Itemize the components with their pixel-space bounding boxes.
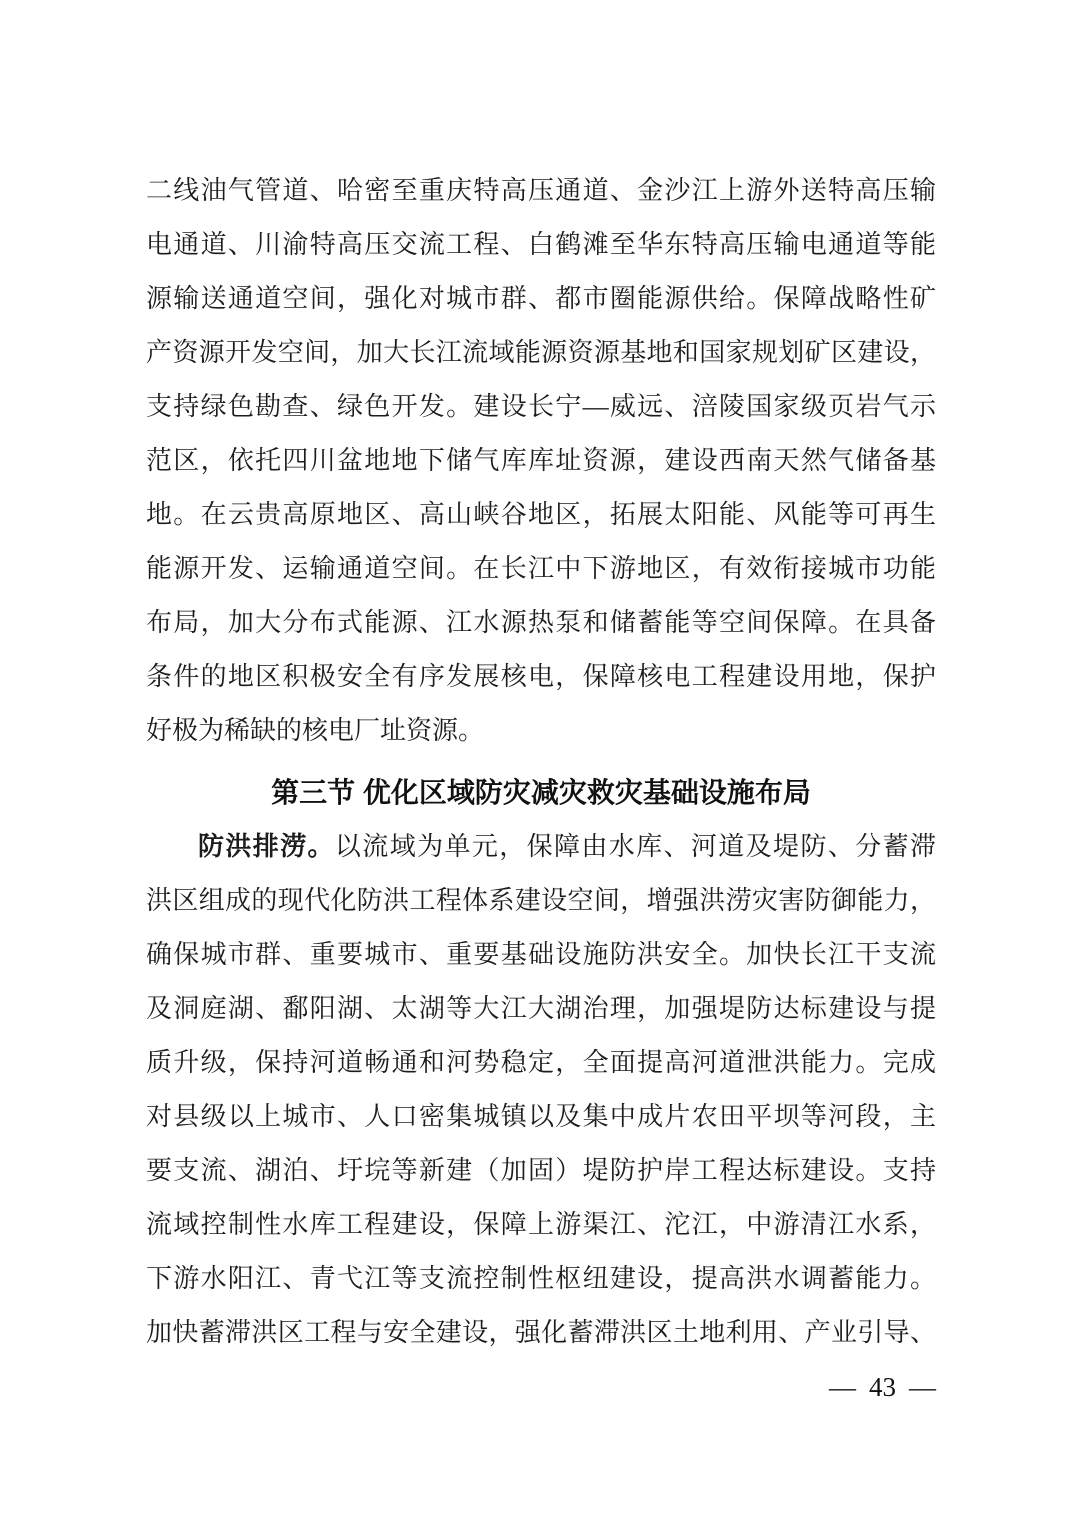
text-line: [146, 488, 936, 542]
text-run: 支持绿色勘查、绿色开发。建设长宁—威远、涪陵国家级页岩气示: [146, 392, 936, 421]
text-run: 下游水阳江、青弋江等支流控制性枢纽建设，提高洪水调蓄能力。: [146, 1264, 936, 1293]
page-number-dash-left: —: [829, 1372, 856, 1402]
text-run: 要支流、湖泊、圩垸等新建（加固）堤防护岸工程达标建设。支持: [146, 1156, 936, 1185]
text-run: 布局，加大分布式能源、江水源热泵和储蓄能等空间保障。在具备: [146, 608, 936, 637]
document-body: [146, 164, 936, 1360]
text-run: 范区，依托四川盆地地下储气库库址资源，建设西南天然气储备基: [146, 446, 936, 475]
text-run: 源输送通道空间，强化对城市群、都市圈能源供给。保障战略性矿: [146, 284, 936, 313]
text-line: [146, 1306, 936, 1360]
text-run: 以流域为单元，保障由水库、河道及堤防、分蓄滞: [334, 832, 936, 861]
text-run: 质升级，保持河道畅通和河势稳定，全面提高河道泄洪能力。完成: [146, 1048, 936, 1077]
text-line: [146, 1036, 936, 1090]
section-heading: 第三节 优化区域防灾减灾救灾基础设施布局: [271, 777, 811, 808]
text-run: 洪区组成的现代化防洪工程体系建设空间，增强洪涝灾害防御能力，: [146, 886, 936, 915]
text-run: 确保城市群、重要城市、重要基础设施防洪安全。加快长江干支流: [146, 940, 936, 969]
text-run: 好极为稀缺的核电厂址资源。: [146, 716, 485, 745]
page-footer: [146, 1372, 936, 1402]
text-line: [146, 704, 936, 758]
text-line: [146, 380, 936, 434]
paragraph-flood-control: [146, 820, 936, 1360]
text-line: [146, 434, 936, 488]
text-line: [146, 982, 936, 1036]
text-run: 二线油气管道、哈密至重庆特高压通道、金沙江上游外送特高压输: [146, 176, 936, 205]
text-line: [146, 928, 936, 982]
text-run: 及洞庭湖、鄱阳湖、太湖等大江大湖治理，加强堤防达标建设与提: [146, 994, 936, 1023]
lead-term: 防洪排涝。: [198, 832, 335, 861]
text-run: 电通道、川渝特高压交流工程、白鹤滩至华东特高压输电通道等能: [146, 230, 936, 259]
text-run: 流域控制性水库工程建设，保障上游渠江、沱江，中游清江水系，: [146, 1210, 936, 1239]
text-line: [146, 218, 936, 272]
text-run: 产资源开发空间，加大长江流域能源资源基地和国家规划矿区建设，: [146, 338, 936, 367]
text-line: [146, 542, 936, 596]
text-line: [146, 272, 936, 326]
text-run: 对县级以上城市、人口密集城镇以及集中成片农田平坝等河段，主: [146, 1102, 936, 1131]
text-line: [146, 820, 936, 874]
text-line: [146, 1198, 936, 1252]
text-line: [146, 1090, 936, 1144]
text-run: 条件的地区积极安全有序发展核电，保障核电工程建设用地，保护: [146, 662, 936, 691]
text-run: 能源开发、运输通道空间。在长江中下游地区，有效衔接城市功能: [146, 554, 936, 583]
text-line: [146, 326, 936, 380]
page-number-dash-right: —: [909, 1372, 936, 1402]
text-line: [146, 1252, 936, 1306]
text-line: [146, 164, 936, 218]
text-line: [146, 650, 936, 704]
page-number: 43: [869, 1372, 896, 1402]
text-run: 加快蓄滞洪区工程与安全建设，强化蓄滞洪区土地利用、产业引导、: [146, 1318, 936, 1347]
text-line: [146, 596, 936, 650]
text-line: [146, 874, 936, 928]
paragraph-energy-space: [146, 164, 936, 758]
text-line: [146, 1144, 936, 1198]
text-run: 地。在云贵高原地区、高山峡谷地区，拓展太阳能、风能等可再生: [146, 500, 936, 529]
